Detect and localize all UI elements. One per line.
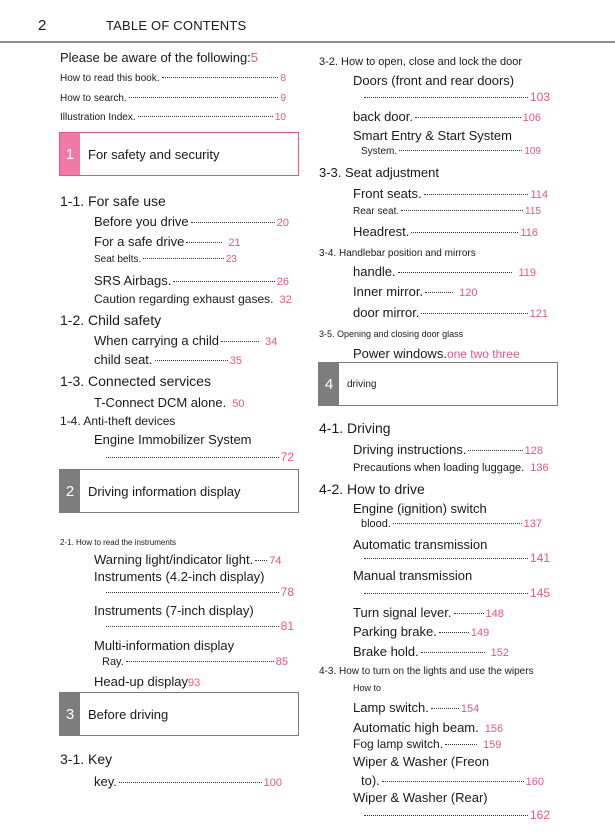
toc-entry-manual-transmission[interactable]: Manual transmission <box>353 568 473 583</box>
toc-entry-front-seats[interactable]: Front seats. 114 <box>353 186 548 201</box>
toc-entry-manual-transmission-page[interactable]: 145 <box>362 586 550 600</box>
section-3-banner[interactable] <box>59 692 299 736</box>
section-4-number: 4 <box>319 363 339 405</box>
heading-3-3[interactable]: 3-3. Seat adjustment <box>319 165 439 180</box>
toc-entry-how-to-read[interactable]: How to read this book. 8 <box>60 73 286 84</box>
heading-1-2[interactable]: 1-2. Child safety <box>60 312 162 328</box>
heading-1-1[interactable]: 1-1. For safe use <box>60 193 166 209</box>
toc-entry-warning-light[interactable]: Warning light/indicator light. 74 <box>94 552 282 567</box>
toc-entry-rear-seat[interactable]: Rear seat. 115 <box>353 206 541 217</box>
page-number: 2 <box>38 17 47 34</box>
heading-3-1[interactable]: 3-1. Key <box>60 751 113 767</box>
toc-entry-multi-info-display[interactable]: Multi-information display <box>94 638 235 653</box>
page-header <box>0 0 615 44</box>
section-2-title: Driving information display <box>88 483 241 499</box>
toc-entry-automatic-transmission-page[interactable]: 141 <box>362 551 550 565</box>
toc-entry-before-you-drive[interactable]: Before you drive 20 <box>94 214 289 229</box>
toc-entry-smart-entry[interactable]: Smart Entry & Start System <box>353 128 512 143</box>
heading-3-4[interactable]: 3-4. Handlebar position and mirrors <box>319 248 476 259</box>
toc-entry-engine-switch[interactable]: Engine (ignition) switch <box>353 501 487 516</box>
toc-entry-exhaust-gases[interactable]: Caution regarding exhaust gases. 32 <box>94 292 292 306</box>
heading-3-2[interactable]: 3-2. How to open, close and lock the door <box>319 56 523 68</box>
section-4-banner[interactable] <box>318 362 558 406</box>
toc-entry-engine-immobilizer[interactable]: Engine Immobilizer System <box>94 432 252 447</box>
toc-entry-child-seat[interactable]: child seat. 35 <box>94 352 242 367</box>
toc-entry-brake-hold[interactable]: Brake hold. 152 <box>353 644 509 659</box>
toc-entry-instruments-7[interactable]: Instruments (7-inch display) <box>94 603 254 618</box>
toc-entry-back-door[interactable]: back door. 106 <box>353 109 541 124</box>
toc-entry-wiper-washer-rear-page[interactable]: 162 <box>362 808 550 822</box>
toc-entry-handle[interactable]: handle. 119 <box>353 264 536 279</box>
toc-entry-safe-drive[interactable]: For a safe drive 21 <box>94 234 241 249</box>
toc-entry-instruments-4-2[interactable]: Instruments (4.2-inch display) <box>94 569 265 584</box>
toc-entry-engine-immobilizer-page[interactable]: 72 <box>104 450 294 464</box>
header-divider <box>0 41 615 43</box>
toc-entry-parking-brake[interactable]: Parking brake. 149 <box>353 624 490 639</box>
toc-entry-how-to[interactable]: How to <box>353 683 382 693</box>
toc-entry-headrest[interactable]: Headrest. 116 <box>353 224 538 239</box>
section-1-number: 1 <box>60 133 80 175</box>
toc-entry-doors[interactable]: Doors (front and rear doors) <box>353 73 515 88</box>
toc-entry-instruments-7-page[interactable]: 81 <box>104 619 294 633</box>
heading-4-3[interactable]: 4-3. How to turn on the lights and use the wipers <box>319 666 534 677</box>
toc-entry-inner-mirror[interactable]: Inner mirror. 120 <box>353 284 478 299</box>
toc-entry-t-connect[interactable]: T-Connect DCM alone. 50 <box>94 395 245 410</box>
toc-entry-turn-signal[interactable]: Turn signal lever. 148 <box>353 605 504 620</box>
toc-entry-power-windows[interactable]: Power windows. one two three <box>353 346 520 361</box>
toc-entry-wiper-washer-rear[interactable]: Wiper & Washer (Rear) <box>353 790 488 805</box>
toc-entry-door-mirror[interactable]: door mirror. 121 <box>353 305 548 320</box>
toc-entry-how-to-search[interactable]: How to search. 9 <box>60 93 286 104</box>
heading-4-2[interactable]: 4-2. How to drive <box>319 481 425 497</box>
heading-1-3[interactable]: 1-3. Connected services <box>60 373 211 389</box>
toc-entry-to[interactable]: to). 160 <box>361 773 544 788</box>
toc-entry-head-up-display[interactable]: Head-up display 93 <box>94 674 201 689</box>
section-3-number: 3 <box>60 693 80 735</box>
toc-entry-wiper-washer-freon[interactable]: Wiper & Washer (Freon <box>353 754 490 769</box>
heading-3-5[interactable]: 3-5. Opening and closing door glass <box>319 329 464 339</box>
toc-entry-loading-luggage[interactable]: Precautions when loading luggage. 136 <box>353 462 549 474</box>
toc-entry-instruments-4-2-page[interactable]: 78 <box>104 585 294 599</box>
toc-entry-automatic-high-beam[interactable]: Automatic high beam. 156 <box>353 720 504 735</box>
section-4-title: driving <box>347 378 377 390</box>
toc-entry-carrying-child[interactable]: When carrying a child 34 <box>94 333 278 348</box>
section-3-title: Before driving <box>88 706 169 722</box>
toc-entry-fog-lamp[interactable]: Fog lamp switch. 159 <box>353 737 502 751</box>
page-title: TABLE OF CONTENTS <box>106 18 247 33</box>
section-2-number: 2 <box>60 470 80 512</box>
toc-entry-automatic-transmission[interactable]: Automatic transmission <box>353 537 488 552</box>
heading-1-4[interactable]: 1-4. Anti-theft devices <box>60 414 176 428</box>
intro-heading-page: 5 <box>250 50 259 65</box>
section-1-title: For safety and security <box>88 146 220 162</box>
toc-entry-doors-page[interactable]: 103 <box>362 90 550 104</box>
toc-entry-blood[interactable]: blood. 137 <box>361 518 542 530</box>
section-2-banner[interactable] <box>59 469 299 513</box>
toc-entry-illustration-index[interactable]: Illustration Index. 10 <box>60 112 286 123</box>
heading-2-1[interactable]: 2-1. How to read the instruments <box>60 538 177 547</box>
toc-entry-key[interactable]: key. 100 <box>94 774 282 789</box>
toc-entry-driving-instructions[interactable]: Driving instructions. 128 <box>353 442 543 457</box>
toc-entry-seat-belts[interactable]: Seat belts. 23 <box>94 254 237 265</box>
section-1-banner[interactable] <box>59 132 299 176</box>
intro-heading[interactable]: Please be aware of the following: 5 <box>60 50 259 65</box>
toc-entry-srs-airbags[interactable]: SRS Airbags. 26 <box>94 273 289 288</box>
toc-entry-ray[interactable]: Ray. 85 <box>102 656 288 668</box>
toc-entry-system[interactable]: System. 109 <box>361 146 541 157</box>
heading-4-1[interactable]: 4-1. Driving <box>319 420 391 436</box>
toc-entry-lamp-switch[interactable]: Lamp switch. 154 <box>353 700 480 715</box>
